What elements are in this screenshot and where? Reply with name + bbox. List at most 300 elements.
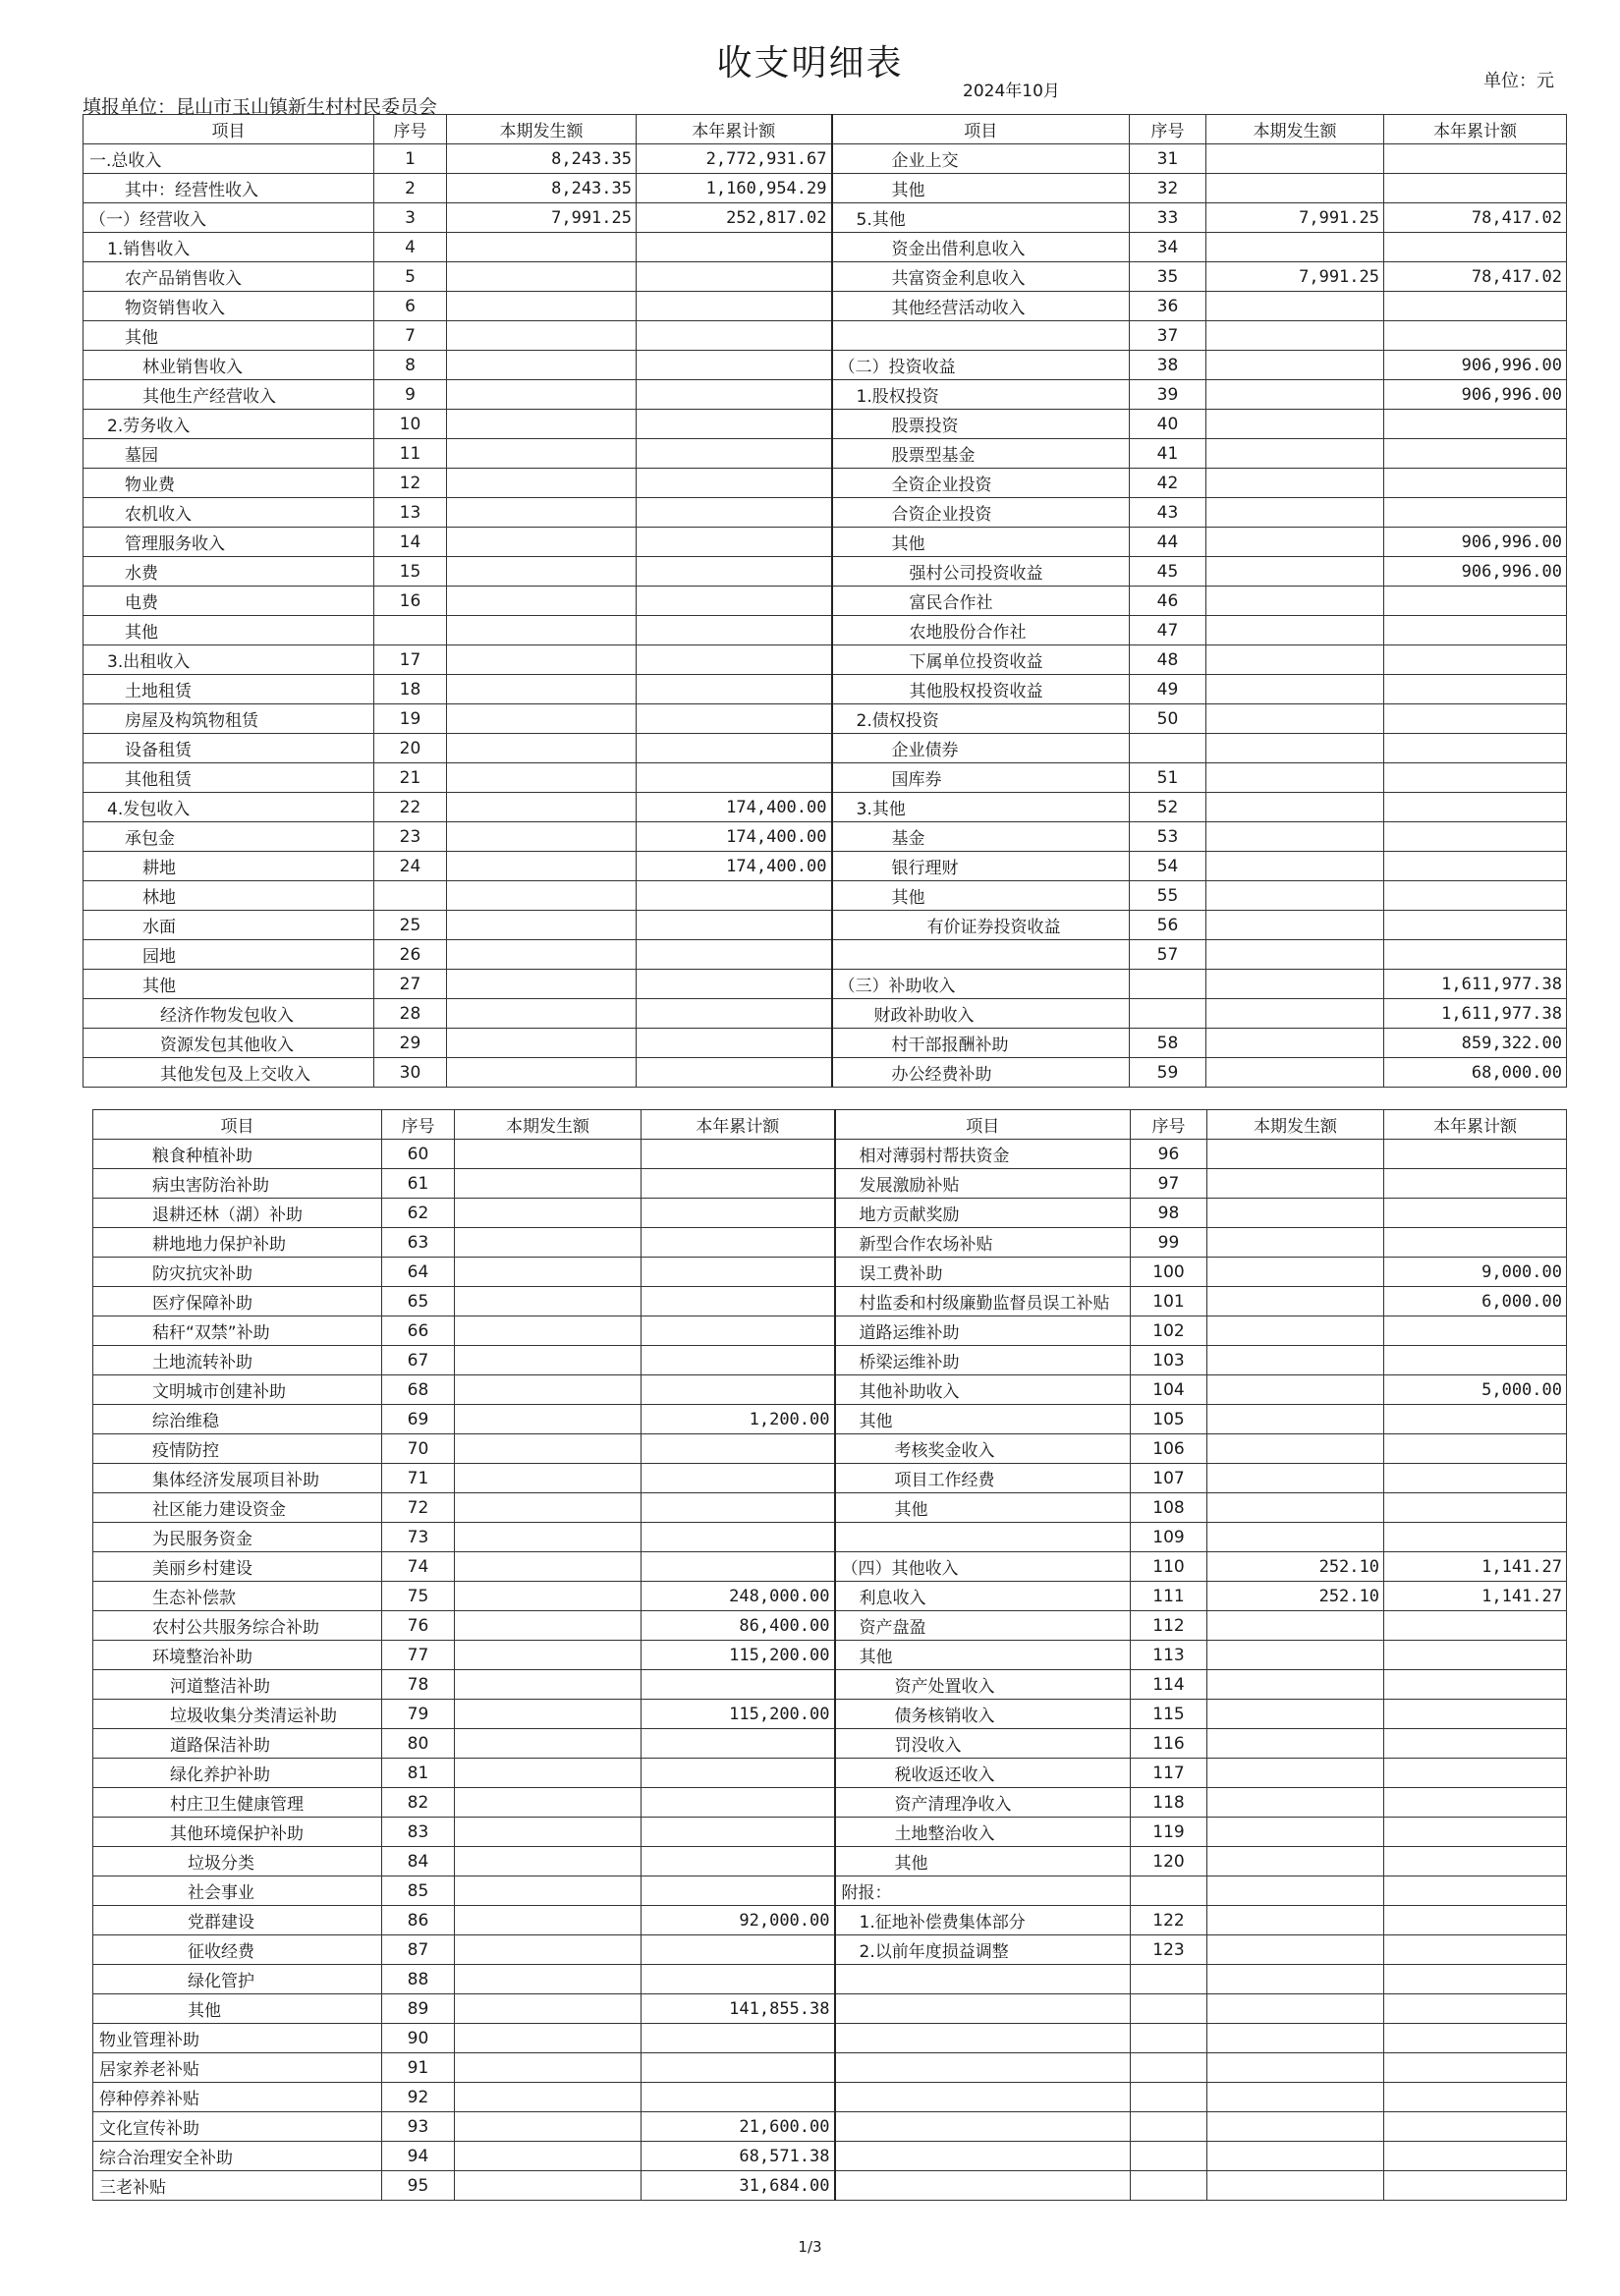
table-row (93, 1641, 1567, 1670)
current-amount (1207, 1759, 1384, 1788)
item-seq: 55 (1130, 881, 1206, 911)
ytd-amount (642, 2024, 835, 2053)
ytd-amount (642, 1670, 835, 1700)
item-seq: 94 (382, 2142, 455, 2171)
ytd-amount (637, 469, 832, 498)
current-amount (447, 292, 637, 321)
item-seq: 70 (382, 1434, 455, 1464)
ytd-amount (1384, 881, 1567, 911)
current-amount (447, 469, 637, 498)
item-seq: 18 (374, 675, 447, 704)
item-label: 停种停养补贴 (93, 2083, 382, 2112)
current-amount (447, 645, 637, 675)
table-row (84, 645, 1567, 675)
ytd-amount (642, 1316, 835, 1346)
ytd-amount (1384, 1788, 1567, 1818)
item-seq: 71 (382, 1464, 455, 1493)
item-label: 其他 (835, 1405, 1131, 1434)
item-seq: 65 (382, 1287, 455, 1316)
item-seq: 72 (382, 1493, 455, 1523)
current-amount (1207, 1611, 1384, 1641)
table-row (93, 1552, 1567, 1582)
item-label (835, 1965, 1131, 1994)
item-seq: 44 (1130, 528, 1206, 557)
ytd-amount (642, 1375, 835, 1405)
current-amount (455, 1316, 642, 1346)
income-table-upper (83, 114, 1567, 1088)
current-amount (455, 1140, 642, 1169)
item-seq: 49 (1130, 675, 1206, 704)
table-row (84, 793, 1567, 822)
current-amount (447, 410, 637, 439)
item-seq: 91 (382, 2053, 455, 2083)
ytd-amount: 174,400.00 (637, 852, 832, 881)
item-label: 地方贡献奖励 (835, 1199, 1131, 1228)
table-row (93, 1140, 1567, 1169)
current-amount (1207, 1199, 1384, 1228)
item-label: 其他 (835, 1847, 1131, 1876)
table-row (93, 1582, 1567, 1611)
item-label: 其他补助收入 (835, 1375, 1131, 1405)
current-amount: 8,243.35 (447, 144, 637, 174)
item-label: 综合治理安全补助 (93, 2142, 382, 2171)
ytd-amount (637, 911, 832, 940)
ytd-amount (642, 1287, 835, 1316)
current-amount (1207, 1641, 1384, 1670)
item-seq: 82 (382, 1788, 455, 1818)
current-amount (447, 616, 637, 645)
item-label: 企业债券 (832, 734, 1130, 763)
ytd-amount (637, 321, 832, 351)
table-row (84, 321, 1567, 351)
item-seq: 39 (1130, 380, 1206, 410)
table-row (84, 970, 1567, 999)
current-amount (455, 1287, 642, 1316)
current-amount (455, 1700, 642, 1729)
item-seq: 69 (382, 1405, 455, 1434)
item-seq: 109 (1131, 1523, 1207, 1552)
item-label: 水面 (84, 911, 374, 940)
current-amount (455, 1228, 642, 1258)
ytd-amount: 174,400.00 (637, 793, 832, 822)
item-seq: 21 (374, 763, 447, 793)
ytd-amount (1384, 1847, 1567, 1876)
item-seq: 8 (374, 351, 447, 380)
item-seq: 5 (374, 262, 447, 292)
current-amount (455, 1611, 642, 1641)
item-seq: 98 (1131, 1199, 1207, 1228)
current-amount (455, 1493, 642, 1523)
ytd-amount: 21,600.00 (642, 2112, 835, 2142)
ytd-amount (642, 1876, 835, 1906)
ytd-amount (642, 1346, 835, 1375)
current-amount (455, 1641, 642, 1670)
ytd-amount: 906,996.00 (1384, 528, 1567, 557)
item-seq: 36 (1130, 292, 1206, 321)
table-row (84, 174, 1567, 203)
table-row (93, 1405, 1567, 1434)
table-row (93, 1729, 1567, 1759)
item-seq: 114 (1131, 1670, 1207, 1700)
current-amount (1206, 587, 1384, 616)
current-amount (447, 852, 637, 881)
item-seq (1131, 2171, 1207, 2201)
ytd-amount (1384, 734, 1567, 763)
current-amount (455, 2171, 642, 2201)
item-label: （三）补助收入 (832, 970, 1130, 999)
table-row (84, 410, 1567, 439)
current-amount (1206, 970, 1384, 999)
ytd-amount (1384, 793, 1567, 822)
table-row (93, 1346, 1567, 1375)
item-seq: 123 (1131, 1935, 1207, 1965)
item-label: 项目工作经费 (835, 1464, 1131, 1493)
ytd-amount (637, 292, 832, 321)
item-label: 其他 (835, 1641, 1131, 1670)
item-seq: 80 (382, 1729, 455, 1759)
ytd-amount (1384, 616, 1567, 645)
table-row (93, 1287, 1567, 1316)
table-row (93, 2053, 1567, 2083)
ytd-amount (642, 1464, 835, 1493)
item-label (835, 2112, 1131, 2142)
ytd-amount: 115,200.00 (642, 1700, 835, 1729)
item-seq: 20 (374, 734, 447, 763)
current-amount (1206, 410, 1384, 439)
current-amount (1206, 557, 1384, 587)
item-label: 林地 (84, 881, 374, 911)
item-label: 5.其他 (832, 203, 1130, 233)
current-amount (1207, 2053, 1384, 2083)
current-amount (1207, 1965, 1384, 1994)
ytd-amount: 252,817.02 (637, 203, 832, 233)
col-header-current: 本期发生额 (1207, 1110, 1384, 1140)
item-label: 垃圾分类 (93, 1847, 382, 1876)
current-amount (1206, 528, 1384, 557)
report-title: 收支明细表 (716, 43, 904, 84)
current-amount (1206, 380, 1384, 410)
item-seq: 73 (382, 1523, 455, 1552)
item-seq: 24 (374, 852, 447, 881)
current-amount (1206, 498, 1384, 528)
item-seq: 35 (1130, 262, 1206, 292)
ytd-amount (1384, 852, 1567, 881)
ytd-amount (1384, 1876, 1567, 1906)
table-row (84, 233, 1567, 262)
table-row (84, 292, 1567, 321)
current-amount (455, 1169, 642, 1199)
ytd-amount (642, 1552, 835, 1582)
current-amount (1206, 911, 1384, 940)
current-amount (455, 1729, 642, 1759)
ytd-amount (637, 675, 832, 704)
item-seq: 57 (1130, 940, 1206, 970)
item-seq: 7 (374, 321, 447, 351)
ytd-amount (642, 1729, 835, 1759)
item-label: 误工费补助 (835, 1258, 1131, 1287)
ytd-amount (1384, 439, 1567, 469)
ytd-amount: 1,141.27 (1384, 1582, 1567, 1611)
item-seq (1131, 1965, 1207, 1994)
table-row (93, 1493, 1567, 1523)
current-amount (447, 498, 637, 528)
table-row (93, 1965, 1567, 1994)
item-label: 合资企业投资 (832, 498, 1130, 528)
item-seq: 117 (1131, 1759, 1207, 1788)
current-amount (1207, 1464, 1384, 1493)
table-row (84, 763, 1567, 793)
item-label: 其他生产经营收入 (84, 380, 374, 410)
ytd-amount: 115,200.00 (642, 1641, 835, 1670)
current-amount (455, 1258, 642, 1287)
item-seq: 47 (1130, 616, 1206, 645)
item-seq: 76 (382, 1611, 455, 1641)
ytd-amount (1384, 1464, 1567, 1493)
item-seq: 96 (1131, 1140, 1207, 1169)
item-seq (1131, 1876, 1207, 1906)
current-amount (455, 2083, 642, 2112)
current-amount (1206, 852, 1384, 881)
ytd-amount (642, 1818, 835, 1847)
current-amount (1206, 292, 1384, 321)
col-header-item: 项目 (84, 115, 374, 144)
item-seq: 22 (374, 793, 447, 822)
ytd-amount (637, 734, 832, 763)
item-seq: 42 (1130, 469, 1206, 498)
current-amount (447, 999, 637, 1029)
item-seq: 103 (1131, 1346, 1207, 1375)
ytd-amount (642, 1199, 835, 1228)
table-row (93, 2142, 1567, 2171)
ytd-amount: 68,571.38 (642, 2142, 835, 2171)
item-label: 农村公共服务综合补助 (93, 1611, 382, 1641)
item-seq: 45 (1130, 557, 1206, 587)
current-amount (1206, 734, 1384, 763)
current-amount (1207, 1346, 1384, 1375)
col-header-seq: 序号 (1130, 115, 1206, 144)
ytd-amount (1384, 2171, 1567, 2201)
item-label: 医疗保障补助 (93, 1287, 382, 1316)
ytd-amount (1384, 1346, 1567, 1375)
item-seq: 119 (1131, 1818, 1207, 1847)
ytd-amount (637, 528, 832, 557)
current-amount: 7,991.25 (1206, 262, 1384, 292)
current-amount (1207, 1228, 1384, 1258)
ytd-amount (637, 439, 832, 469)
item-label: 村干部报酬补助 (832, 1029, 1130, 1058)
ytd-amount (1384, 704, 1567, 734)
item-seq: 100 (1131, 1258, 1207, 1287)
item-seq: 120 (1131, 1847, 1207, 1876)
item-seq: 38 (1130, 351, 1206, 380)
table-row (84, 528, 1567, 557)
col-header-ytd: 本年累计额 (642, 1110, 835, 1140)
ytd-amount (1384, 645, 1567, 675)
current-amount (447, 734, 637, 763)
item-label: 土地整治收入 (835, 1818, 1131, 1847)
table-row (84, 734, 1567, 763)
item-label: 疫情防控 (93, 1434, 382, 1464)
item-seq: 31 (1130, 144, 1206, 174)
ytd-amount (1384, 1700, 1567, 1729)
current-amount (455, 2142, 642, 2171)
current-amount (455, 1464, 642, 1493)
item-seq: 33 (1130, 203, 1206, 233)
item-seq: 108 (1131, 1493, 1207, 1523)
item-label: 农机收入 (84, 498, 374, 528)
item-seq: 9 (374, 380, 447, 410)
current-amount (455, 2112, 642, 2142)
current-amount (1206, 469, 1384, 498)
ytd-amount (1384, 2024, 1567, 2053)
ytd-amount (642, 2053, 835, 2083)
ytd-amount (1384, 1405, 1567, 1434)
current-amount (447, 439, 637, 469)
ytd-amount (1384, 1228, 1567, 1258)
ytd-amount (1384, 1935, 1567, 1965)
ytd-amount (1384, 763, 1567, 793)
current-amount (1206, 822, 1384, 852)
item-label: 债务核销收入 (835, 1700, 1131, 1729)
ytd-amount (637, 587, 832, 616)
ytd-amount: 31,684.00 (642, 2171, 835, 2201)
item-seq: 59 (1130, 1058, 1206, 1088)
ytd-amount (1384, 1759, 1567, 1788)
ytd-amount (1384, 233, 1567, 262)
item-label: 1.征地补偿费集体部分 (835, 1906, 1131, 1935)
ytd-amount (1384, 174, 1567, 203)
current-amount (447, 1029, 637, 1058)
item-seq: 26 (374, 940, 447, 970)
item-label: 其他 (832, 881, 1130, 911)
table-row (84, 675, 1567, 704)
item-seq: 28 (374, 999, 447, 1029)
item-label: 新型合作农场补贴 (835, 1228, 1131, 1258)
item-seq: 60 (382, 1140, 455, 1169)
col-header-current: 本期发生额 (447, 115, 637, 144)
item-seq: 1 (374, 144, 447, 174)
item-seq: 85 (382, 1876, 455, 1906)
item-label: 居家养老补贴 (93, 2053, 382, 2083)
current-amount (1207, 1818, 1384, 1847)
item-label: 水费 (84, 557, 374, 587)
current-amount (455, 1759, 642, 1788)
current-amount (455, 1935, 642, 1965)
table-row (93, 1434, 1567, 1464)
item-seq: 50 (1130, 704, 1206, 734)
item-label: 股票投资 (832, 410, 1130, 439)
item-label: 资金出借利息收入 (832, 233, 1130, 262)
ytd-amount: 906,996.00 (1384, 557, 1567, 587)
item-label: 林业销售收入 (84, 351, 374, 380)
item-label: 一.总收入 (84, 144, 374, 174)
income-table-lower (92, 1109, 1567, 2201)
item-label: 生态补偿款 (93, 1582, 382, 1611)
ytd-amount: 6,000.00 (1384, 1287, 1567, 1316)
col-header-ytd: 本年累计额 (637, 115, 832, 144)
item-label: （一）经营收入 (84, 203, 374, 233)
item-seq: 34 (1130, 233, 1206, 262)
current-amount (1207, 1700, 1384, 1729)
item-label: 其他经营活动收入 (832, 292, 1130, 321)
report-period: 2024年10月 (963, 82, 1060, 101)
current-amount (455, 1405, 642, 1434)
item-label: 土地租赁 (84, 675, 374, 704)
item-label: 道路保洁补助 (93, 1729, 382, 1759)
current-amount (447, 881, 637, 911)
ytd-amount (637, 410, 832, 439)
page-number: 1/3 (798, 2238, 822, 2256)
table-row (84, 469, 1567, 498)
ytd-amount (637, 999, 832, 1029)
ytd-amount (637, 1029, 832, 1058)
table-row (84, 380, 1567, 410)
table-row (93, 1759, 1567, 1788)
ytd-amount (1384, 498, 1567, 528)
current-amount (1207, 2142, 1384, 2171)
table-row (93, 2112, 1567, 2142)
table-row (93, 1258, 1567, 1287)
item-label: 物资销售收入 (84, 292, 374, 321)
ytd-amount: 174,400.00 (637, 822, 832, 852)
item-label: 强村公司投资收益 (832, 557, 1130, 587)
ytd-amount (637, 970, 832, 999)
item-label: 其他 (84, 616, 374, 645)
item-label: 3.出租收入 (84, 645, 374, 675)
current-amount (455, 2053, 642, 2083)
item-seq: 46 (1130, 587, 1206, 616)
current-amount (455, 1434, 642, 1464)
item-seq: 17 (374, 645, 447, 675)
item-label (832, 321, 1130, 351)
item-seq: 61 (382, 1169, 455, 1199)
item-label: 物业费 (84, 469, 374, 498)
item-seq: 52 (1130, 793, 1206, 822)
table-row (93, 1611, 1567, 1641)
table-row (93, 1700, 1567, 1729)
table-row (93, 2171, 1567, 2201)
item-label: 经济作物发包收入 (84, 999, 374, 1029)
ytd-amount (637, 233, 832, 262)
item-seq: 10 (374, 410, 447, 439)
ytd-amount: 1,611,977.38 (1384, 999, 1567, 1029)
item-label: 办公经费补助 (832, 1058, 1130, 1088)
item-seq: 12 (374, 469, 447, 498)
item-seq: 79 (382, 1700, 455, 1729)
item-label: 其他股权投资收益 (832, 675, 1130, 704)
current-amount (1206, 174, 1384, 203)
item-seq: 112 (1131, 1611, 1207, 1641)
col-header-current: 本期发生额 (1206, 115, 1384, 144)
item-label: 基金 (832, 822, 1130, 852)
item-seq: 54 (1130, 852, 1206, 881)
current-amount: 252.10 (1207, 1552, 1384, 1582)
item-label: 其他环境保护补助 (93, 1818, 382, 1847)
item-seq: 122 (1131, 1906, 1207, 1935)
ytd-amount: 68,000.00 (1384, 1058, 1567, 1088)
item-seq: 111 (1131, 1582, 1207, 1611)
item-seq: 86 (382, 1906, 455, 1935)
col-header-seq: 序号 (382, 1110, 455, 1140)
item-label: 病虫害防治补助 (93, 1169, 382, 1199)
item-seq: 43 (1130, 498, 1206, 528)
current-amount (455, 1670, 642, 1700)
item-label: 文明城市创建补助 (93, 1375, 382, 1405)
item-label: 资产处置收入 (835, 1670, 1131, 1700)
table-header-row (93, 1110, 1567, 1140)
current-amount: 252.10 (1207, 1582, 1384, 1611)
ytd-amount (642, 1228, 835, 1258)
